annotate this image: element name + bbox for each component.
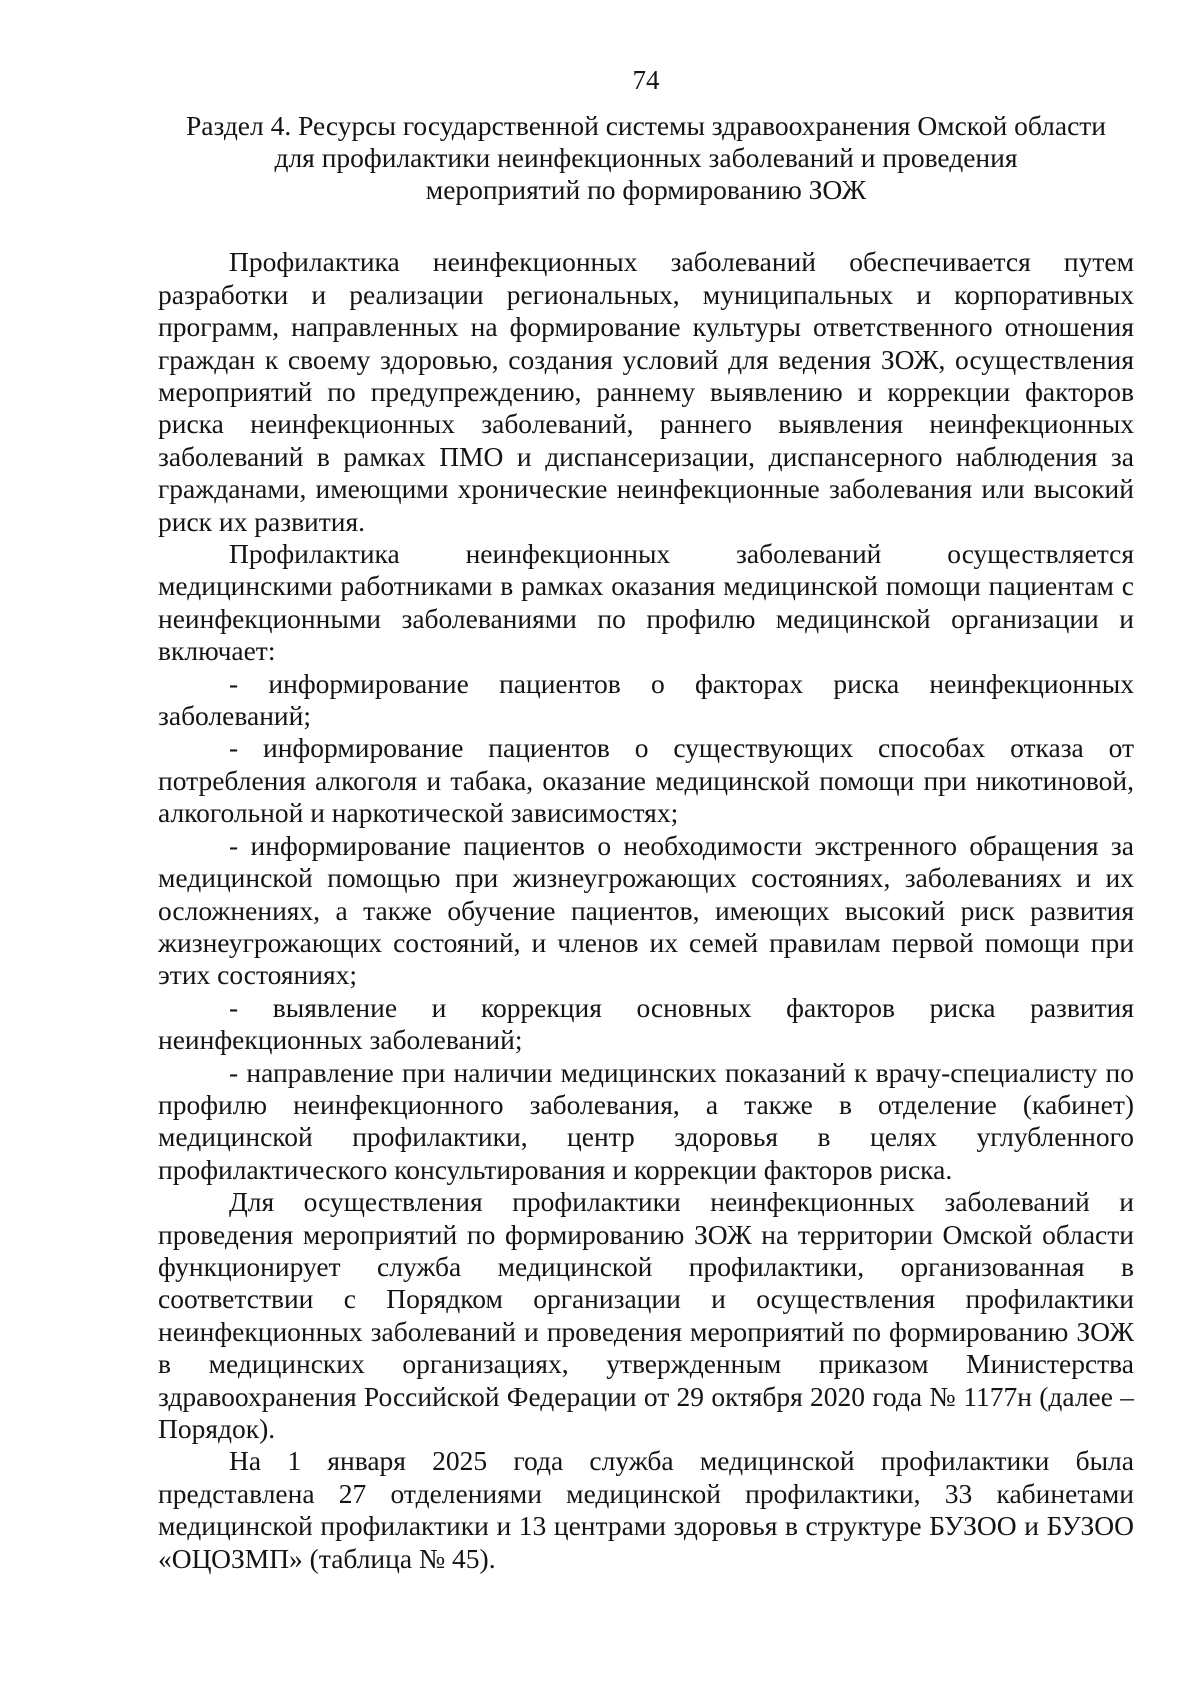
document-page xyxy=(158,64,1134,1575)
document-body xyxy=(158,246,1134,1575)
section-title xyxy=(158,110,1134,206)
page-number: 74 xyxy=(632,65,660,95)
list-item-risk-factors-info: - информирование пациентов о факторах риска неинфекционных заболеваний; xyxy=(158,667,1134,732)
section-title-line: для профилактики неинфекционных заболеваний и проведения xyxy=(274,142,1018,174)
list-item-emergency-info: - информирование пациентов о необходимости экстренного обращения за медицинской помощью при жизнеугрожающих состояниях, заболеваниях и их осложнениях, а также обучение пациентов, имеющих высокий риск развития жизнеугрожающих состояний, и членов их семей правилам первой помощи при этих состояниях; xyxy=(158,829,1134,991)
list-item-risk-correction: - выявление и коррекция основных факторов риска развития неинфекционных заболеваний; xyxy=(158,991,1134,1056)
paragraph-service-structure: На 1 января 2025 года служба медицинской профилактики была представлена 27 отделениями медицинской профилактики, 33 кабинетами медицинской профилактики и 13 центрами здоровья в структуре БУЗОО и БУЗОО «ОЦОЗМП» (таблица № 45). xyxy=(158,1445,1134,1574)
paragraph-intro: Профилактика неинфекционных заболеваний обеспечивается путем разработки и реализации региональных, муниципальных и корпоративных программ, направленных на формирование культуры ответственного отношения граждан к своему здоровью, создания условий для ведения ЗОЖ, осуществления мероприятий по предупреждению, раннему выявлению и коррекции факторов риска неинфекционных заболеваний, раннего выявления неинфекционных заболеваний в рамках ПМО и диспансеризации, диспансерного наблюдения за гражданами, имеющими хронические неинфекционные заболевания или высокий риск их развития. xyxy=(158,246,1134,537)
section-title-line: Раздел 4. Ресурсы государственной системы здравоохранения Омской области xyxy=(185,110,1107,142)
paragraph-prevention-service: Для осуществления профилактики неинфекционных заболеваний и проведения мероприятий по формированию ЗОЖ на территории Омской области функционирует служба медицинской профилактики, организованная в соответствии с Порядком организации и осуществления профилактики неинфекционных заболеваний и проведения мероприятий по формированию ЗОЖ в медицинских организациях, утвержденным приказом Министерства здравоохранения Российской Федерации от 29 октября 2020 года № 1177н (далее – Порядок). xyxy=(158,1186,1134,1445)
list-item-specialist-referral: - направление при наличии медицинских показаний к врачу-специалисту по профилю неинфекционного заболевания, а также в отделение (кабинет) медицинской профилактики, центр здоровья в целях углубленного профилактического консультирования и коррекции факторов риска. xyxy=(158,1056,1134,1185)
paragraph-measures-lead: Профилактика неинфекционных заболеваний осуществляется медицинскими работниками в рамках оказания медицинской помощи пациентам с неинфекционными заболеваниями по профилю медицинской организации и включает: xyxy=(158,538,1134,667)
section-title-line: мероприятий по формированию ЗОЖ xyxy=(425,174,867,206)
list-item-cessation-info: - информирование пациентов о существующих способах отказа от потребления алкоголя и табака, оказание медицинской помощи при никотиновой, алкогольной и наркотической зависимостях; xyxy=(158,732,1134,829)
